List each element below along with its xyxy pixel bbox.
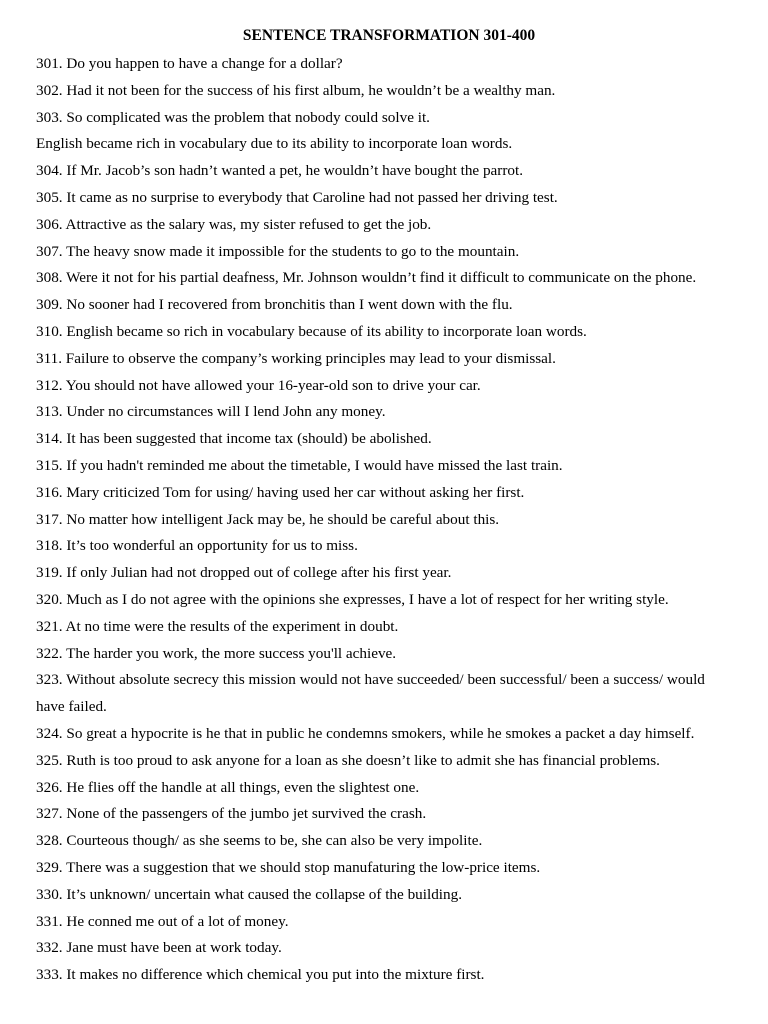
sentence-line: 316. Mary criticized Tom for using/ having used her car without asking her first.: [36, 483, 525, 501]
sentence-line: 308. Were it not for his partial deafness, Mr. Johnson wouldn’t find it difficult to communicate on the phone.: [36, 269, 697, 287]
sentence-line: 318. It’s too wonderful an opportunity for us to miss.: [36, 537, 358, 555]
sentence-line: 309. No sooner had I recovered from bronchitis than I went down with the flu.: [36, 296, 513, 314]
sentence-line: 322. The harder you work, the more success you'll achieve.: [36, 644, 397, 662]
sentence-line: 312. You should not have allowed your 16-year-old son to drive your car.: [36, 376, 481, 394]
sentence-line: 323. Without absolute secrecy this mission would not have succeeded/ been successful/ been a success/ would: [36, 671, 705, 689]
sentence-line: 332. Jane must have been at work today.: [36, 939, 282, 957]
sentence-line: 330. It’s unknown/ uncertain what caused the collapse of the building.: [36, 885, 462, 903]
sentence-line: 310. English became so rich in vocabulary because of its ability to incorporate loan words.: [36, 322, 587, 340]
sentence-line: English became rich in vocabulary due to its ability to incorporate loan words.: [36, 135, 513, 153]
sentence-line: 315. If you hadn't reminded me about the timetable, I would have missed the last train.: [36, 456, 563, 474]
sentence-line: 313. Under no circumstances will I lend John any money.: [36, 403, 386, 421]
sentence-line: 303. So complicated was the problem that nobody could solve it.: [36, 108, 430, 126]
sentence-line: 320. Much as I do not agree with the opinions she expresses, I have a lot of respect for her writing style.: [36, 590, 669, 608]
sentence-line: 324. So great a hypocrite is he that in public he condemns smokers, while he smokes a packet a day himself.: [36, 724, 695, 742]
sentence-line: 301. Do you happen to have a change for a dollar?: [36, 55, 343, 72]
sentence-line: 302. Had it not been for the success of his first album, he wouldn’t be a wealthy man.: [36, 81, 556, 99]
sentence-line: 305. It came as no surprise to everybody that Caroline had not passed her driving test.: [36, 188, 558, 206]
sentence-line: 311. Failure to observe the company’s working principles may lead to your dismissal.: [36, 349, 556, 367]
document-title: SENTENCE TRANSFORMATION 301-400: [242, 27, 536, 44]
sentence-line: 333. It makes no difference which chemical you put into the mixture first.: [36, 966, 485, 984]
sentence-list: [36, 51, 732, 989]
sentence-line: 321. At no time were the results of the experiment in doubt.: [36, 617, 399, 635]
sentence-line: 326. He flies off the handle at all things, even the slightest one.: [36, 778, 420, 796]
sentence-line: have failed.: [36, 698, 107, 716]
sentence-line: 317. No matter how intelligent Jack may be, he should be careful about this.: [36, 510, 500, 528]
sentence-line: 329. There was a suggestion that we should stop manufaturing the low-price items.: [36, 858, 541, 876]
sentence-line: 319. If only Julian had not dropped out of college after his first year.: [36, 564, 452, 582]
sentence-line: 314. It has been suggested that income tax (should) be abolished.: [36, 430, 432, 448]
sentence-line: 331. He conned me out of a lot of money.: [36, 912, 289, 930]
sentence-line: 306. Attractive as the salary was, my sister refused to get the job.: [36, 215, 432, 233]
sentence-line: 325. Ruth is too proud to ask anyone for a loan as she doesn’t like to admit she has financial problems.: [36, 751, 660, 769]
sentence-line: 307. The heavy snow made it impossible for the students to go to the mountain.: [36, 242, 520, 260]
sentence-line: 328. Courteous though/ as she seems to be, she can also be very impolite.: [36, 832, 483, 850]
sentence-line: 304. If Mr. Jacob’s son hadn’t wanted a pet, he wouldn’t have bought the parrot.: [36, 162, 524, 180]
sentence-line: 327. None of the passengers of the jumbo jet survived the crash.: [36, 805, 427, 823]
